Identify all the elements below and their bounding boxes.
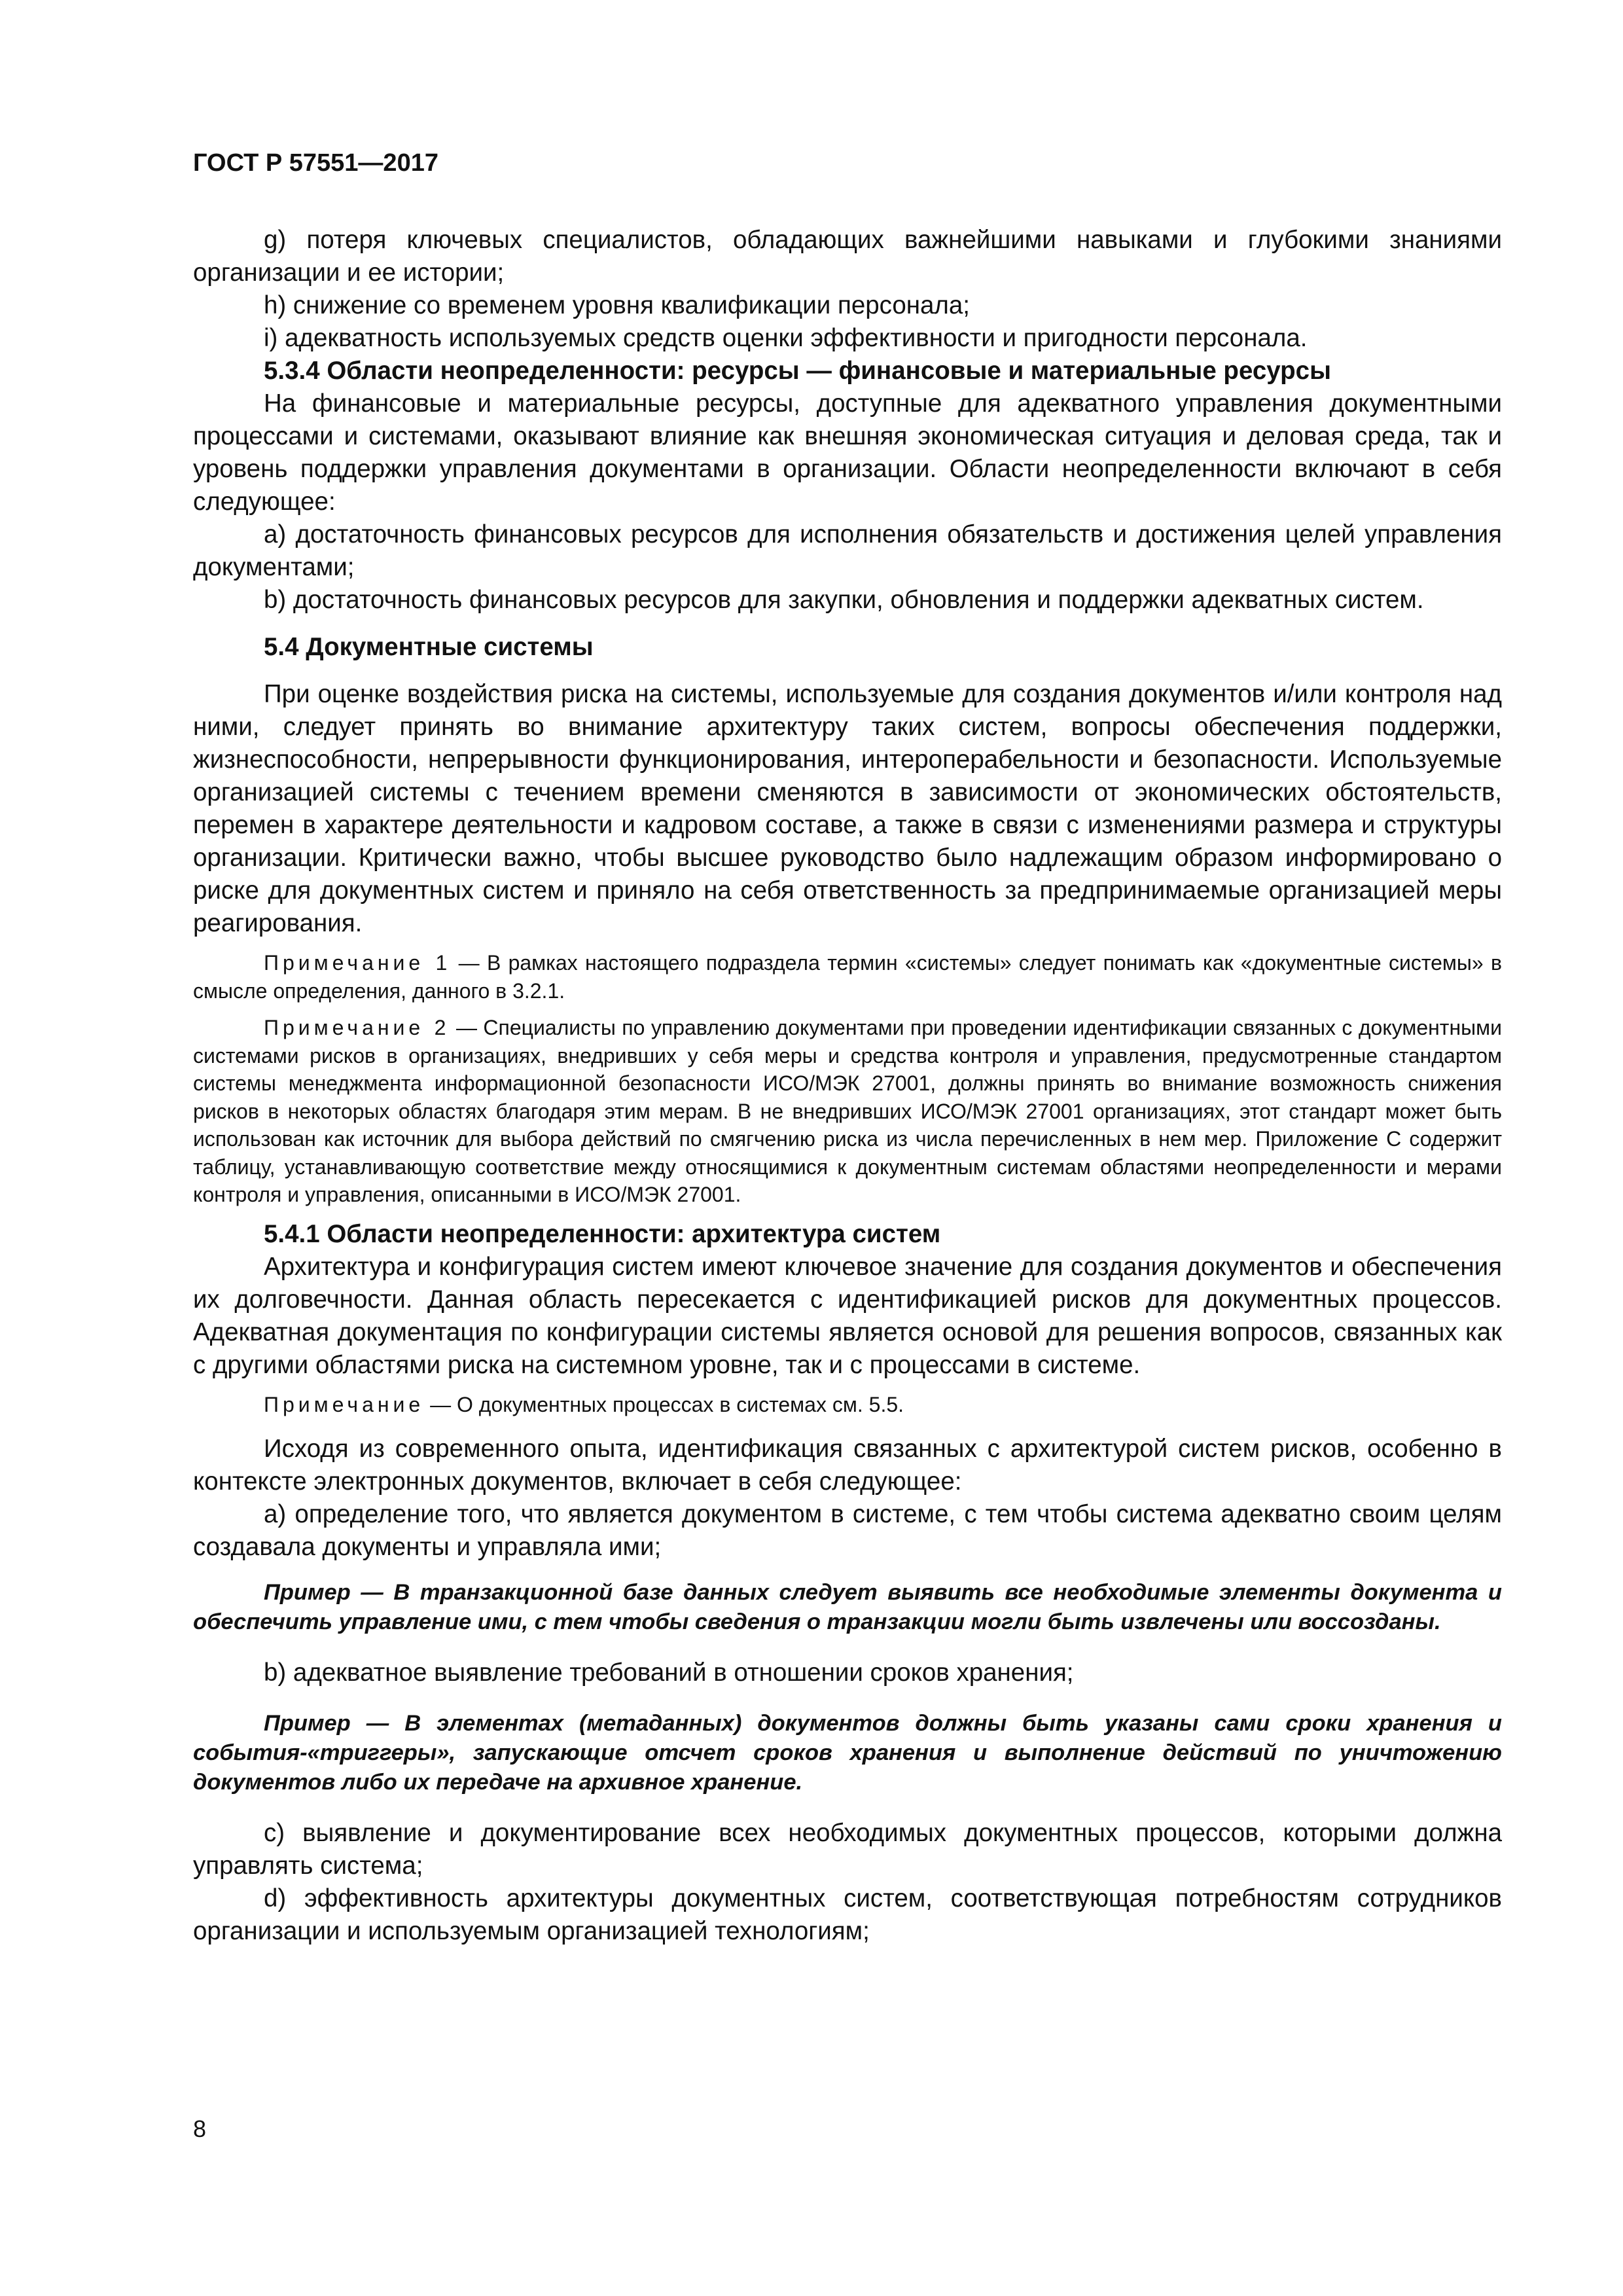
paragraph-experience: Исходя из современного опыта, идентификация связанных с архитектурой систем рисков, особенно в контексте электронных документов, включает в себя следующее:	[193, 1435, 1502, 1496]
paragraph-architecture: Архитектура и конфигурация систем имеют ключевое значение для создания документов и обеспечения их долговечности. Данная область пересекается с идентификацией рисков для документных процессов. Адекватная документация по конфигурации системы является основой для решения вопросов, связанных как с другими областями риска на системном уровне, так и с процессами в системе.	[193, 1252, 1502, 1379]
note-1-label: Примечание 1	[264, 951, 452, 975]
note-3-label: Примечание	[264, 1392, 425, 1416]
list-item-d-architecture: d) эффективность архитектуры документных систем, соответствующая потребностям сотрудников организации и используемым организацией технологиям;	[193, 1884, 1502, 1945]
document-body	[193, 224, 1502, 1948]
page-number: 8	[193, 2115, 207, 2142]
example-2: Пример — В элементах (метаданных) документов должны быть указаны сами сроки хранения и события-«триггеры», запускающие отсчет сроков хранения и выполнение действий по уничтожению документов либо их передаче на архивное хранение.	[193, 1711, 1502, 1795]
note-2-text: — Специалисты по управлению документами при проведении идентификации связанных с документными системами рисков в организациях, внедривших у себя меры и средства контроля и управления, предусмотренные стандартом системы менеджмента информационной безопасности ИСО/МЭК 27001, должны принять во внимание возможность снижения рисков в некоторых областях благодаря этим мерам. В не внедривших ИСО/МЭК 27001 организациях, этот стандарт может быть использован как источник для выбора действий по смягчению риска из числа перечисленных в нем мер. Приложение С содержит таблицу, устанавливающую соответствие между относящимися к документным системам областями неопределенности и мерами контроля и управления, описанными в ИСО/МЭК 27001.	[193, 1016, 1503, 1206]
list-item-a-resources: a) достаточность финансовых ресурсов для исполнения обязательств и достижения целей управления документами;	[193, 520, 1502, 581]
paragraph-document-systems: При оценке воздействия риска на системы, используемые для создания документов и/или контроля над ними, следует принять во внимание архитектуру таких систем, вопросы обеспечения поддержки, жизнеспособности, непрерывности функционирования, интероперабельности и безопасности. Используемые организацией системы с течением времени сменяются в зависимости от экономических обстоятельств, перемен в характере деятельности и кадровом составе, а также в связи с изменениями размера и структуры организации. Критически важно, чтобы высшее руководство было надлежащим образом информировано о риске для документных систем и приняло на себя ответственность за предпринимаемые организацией меры реагирования.	[193, 680, 1502, 937]
document-code-header: ГОСТ Р 57551—2017	[193, 149, 438, 177]
note-2	[193, 1014, 1502, 1209]
list-item-c-architecture: c) выявление и документирование всех необходимых документных процессов, которыми должна управлять система;	[193, 1819, 1502, 1880]
note-3-text: — О документных процессах в системах см. 5.5.	[424, 1392, 904, 1416]
list-item-g: g) потеря ключевых специалистов, обладающих важнейшими навыками и глубокими знаниями организации и ее истории;	[193, 226, 1502, 287]
list-item-i: i) адекватность используемых средств оценки эффективности и пригодности персонала.	[264, 324, 1308, 352]
note-2-label: Примечание 2	[264, 1016, 450, 1039]
list-item-a-architecture: a) определение того, что является документом в системе, с тем чтобы система адекватно своим целям создавала документы и управляла ими;	[193, 1500, 1502, 1561]
note-1	[193, 949, 1502, 1005]
section-heading-5-3-4: 5.3.4 Области неопределенности: ресурсы — финансовые и материальные ресурсы	[264, 357, 1331, 385]
list-item-b-resources: b) достаточность финансовых ресурсов для закупки, обновления и поддержки адекватных систем.	[264, 586, 1424, 614]
paragraph-resources: На финансовые и материальные ресурсы, доступные для адекватного управления документными процессами и системами, оказывают влияние как внешняя экономическая ситуация и деловая среда, так и уровень поддержки управления документами в организации. Области неопределенности включают в себя следующее:	[193, 389, 1502, 516]
example-1: Пример — В транзакционной базе данных следует выявить все необходимые элементы документа и обеспечить управление ими, с тем чтобы сведения о транзакции могли быть извлечены или воссозданы.	[193, 1580, 1502, 1634]
note-3	[193, 1391, 1502, 1419]
section-heading-5-4-1: 5.4.1 Области неопределенности: архитектура систем	[264, 1219, 941, 1248]
list-item-b-architecture: b) адекватное выявление требований в отношении сроков хранения;	[264, 1659, 1074, 1687]
section-heading-5-4: 5.4 Документные системы	[264, 633, 594, 661]
list-item-h: h) снижение со временем уровня квалификации персонала;	[264, 291, 970, 319]
note-1-text: — В рамках настоящего подраздела термин «системы» следует понимать как «документные системы» в смысле определения, данного в 3.2.1.	[193, 951, 1503, 1003]
